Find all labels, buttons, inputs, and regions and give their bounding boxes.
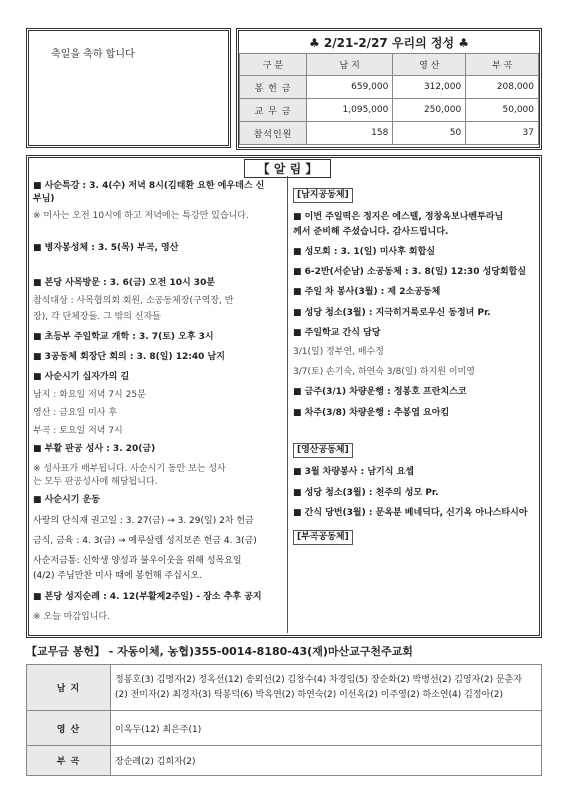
notice-line: ■ 부활 판공 성사 : 3. 20(금) xyxy=(33,444,156,454)
notice-line: 영산 : 금요일 미사 후 xyxy=(33,408,118,418)
header-yeongsan: 영 산 xyxy=(393,54,466,76)
notice-line: ■ 이번 주일떡은 정지은 에스텔, 정창옥보나벤투라님 xyxy=(293,212,504,222)
notice-line: 부곡 : 토요일 저녁 7시 xyxy=(33,426,123,436)
cell: 37 xyxy=(466,122,539,145)
donor-names: 장순례(2) 김희자(2) xyxy=(111,746,542,776)
donor-label: 부 곡 xyxy=(27,746,111,776)
notice-line: ■ 3월 차량봉사 : 남기식 요셉 xyxy=(293,467,414,477)
greeting-text: 축일을 축하 합니다 xyxy=(51,49,135,60)
notice-line: ■ 병자봉성체 : 3. 5(목) 부곡, 영산 xyxy=(33,243,179,253)
notice-line: 3/7(토) 손기숙, 하연숙 3/8(일) 하지원 이미영 xyxy=(293,367,475,377)
cell: 158 xyxy=(307,122,393,145)
greeting-box xyxy=(26,28,231,148)
notice-title: 【 알 림 】 xyxy=(244,159,331,178)
header-category: 구 분 xyxy=(240,54,307,76)
account-line: 【교무금 봉헌】 - 자동이체, 농협)355-0014-8180-43(재)마산교구천주교회 xyxy=(26,645,413,658)
cell: 659,000 xyxy=(307,76,393,99)
donor-line: (2) 전미자(2) 최경자(3) 탁봉덕(6) 박옥연(2) 하연숙(2) 이선옥(2) 이주영(2) 하소연(4) 김정아(2) xyxy=(115,689,503,700)
notice-line: (4/2) 주님만찬 미사 때에 봉헌해 주십시오. xyxy=(33,571,203,581)
notice-line: ■ 본당 성지순례 : 4. 12(부활제2주일) - 장소 추후 공지 xyxy=(33,592,262,602)
cell: 1,095,000 xyxy=(307,99,393,122)
notice-line: 는 모두 판공성사에 해당됩니다. xyxy=(33,477,158,487)
notice-line: ■ 금주(3/1) 차량운행 : 정봉호 프란치스코 xyxy=(293,387,467,397)
notice-line: ■ 주일학교 간식 담당 xyxy=(293,328,381,338)
donor-label: 영 산 xyxy=(27,711,111,746)
notice-line: 사랑의 단식재 권고일 : 3. 27(금) → 3. 29(일) 2차 헌금 xyxy=(33,516,254,526)
notice-line: 부님) xyxy=(33,194,55,204)
cell: 312,000 xyxy=(393,76,466,99)
notice-line: 께서 준비해 주셨습니다. 감사드립니다. xyxy=(293,227,449,237)
notice-line: ■ 6-2반(서순남) 소공동체 : 3. 8(일) 12:30 성당회합실 xyxy=(293,267,527,277)
notice-line: ■ 초등부 주일학교 개학 : 3. 7(토) 오후 3시 xyxy=(33,332,214,342)
notice-line: ※ 성사표가 배부됩니다. 사순시기 동안 보는 성사 xyxy=(33,464,226,474)
yeongsan-section-title: [영산공동체] xyxy=(293,443,353,458)
notice-line: ■ 사순특강 : 3. 4(수) 저녁 8시(김태환 요한 에우데스 신 xyxy=(33,181,265,191)
notice-line: 금식, 금육 : 4. 3(금) → 예루살렘 성지보존 헌금 4. 3(금) xyxy=(33,536,257,546)
notice-box xyxy=(26,155,542,638)
notice-line: 3/1(일) 정부연, 배수정 xyxy=(293,347,384,357)
notice-line: ■ 성당 청소(3월) : 천주의 성모 Pr. xyxy=(293,488,439,498)
notice-line: ■ 사순시기 십자가의 길 xyxy=(33,372,130,382)
notice-line: ※ 오늘 마감입니다. xyxy=(33,612,110,622)
donor-table xyxy=(26,664,542,776)
cell: 208,000 xyxy=(466,76,539,99)
row-label: 교 무 금 xyxy=(240,99,307,122)
cell: 50 xyxy=(393,122,466,145)
cell: 250,000 xyxy=(393,99,466,122)
notice-line: 사순저금통: 신학생 양성과 불우이웃을 위해 성목요일 xyxy=(33,556,242,566)
offering-title: ♣ 2/21-2/27 우리의 정성 ♣ xyxy=(308,36,470,50)
cell: 50,000 xyxy=(466,99,539,122)
notice-line: ■ 차주(3/8) 차량운행 : 추봉엽 요아킴 xyxy=(293,408,450,418)
row-label: 봉 헌 금 xyxy=(240,76,307,99)
notice-line: ■ 본당 사목방문 : 3. 6(금) 오전 10시 30분 xyxy=(33,278,216,288)
notice-line: ■ 주일 차 봉사(3월) : 제 2소공동체 xyxy=(293,287,441,297)
notice-line: 참석대상 : 사목협의회 회원, 소공동체장(구역장, 반 xyxy=(33,296,234,306)
notice-line: ※ 미사는 오전 10시에 하고 저녁에는 특강만 있습니다. xyxy=(33,211,249,221)
notice-line: ■ 간식 당번(3월) : 문옥분 베네딕다, 신기옥 아나스타시아 xyxy=(293,508,528,518)
header-namji: 남 지 xyxy=(307,54,393,76)
column-divider xyxy=(287,176,288,633)
donor-names xyxy=(111,665,542,711)
donor-names: 이옥두(12) 최은주(1) xyxy=(111,711,542,746)
header-bugok: 부 곡 xyxy=(466,54,539,76)
notice-line: ■ 성모회 : 3. 1(일) 미사후 회합실 xyxy=(293,247,436,257)
notice-line: ■ 성당 청소(3월) : 지극히거룩로우신 동정녀 Pr. xyxy=(293,308,491,318)
offering-box xyxy=(236,28,542,150)
bugok-section-title: [부곡공동체] xyxy=(293,530,353,545)
row-label: 참석인원 xyxy=(240,122,307,145)
namji-section-title: [남지공동체] xyxy=(293,188,353,203)
offering-table xyxy=(239,53,539,145)
notice-line: ■ 사순시기 운동 xyxy=(33,495,100,505)
notice-line: 남지 : 화요일 저녁 7시 25분 xyxy=(33,390,146,400)
donor-label: 남 지 xyxy=(27,665,111,711)
notice-line: 장), 각 단체장들. 그 밖의 신자들 xyxy=(33,312,161,322)
notice-line: ■ 3공동체 회장단 회의 : 3. 8(일) 12:40 남지 xyxy=(33,352,225,362)
donor-line: 정봉호(3) 김명자(2) 정옥선(12) 송외선(2) 김창수(4) 차경임(5) 장순화(2) 박병선(2) 김영자(2) 문춘자 xyxy=(115,674,523,685)
